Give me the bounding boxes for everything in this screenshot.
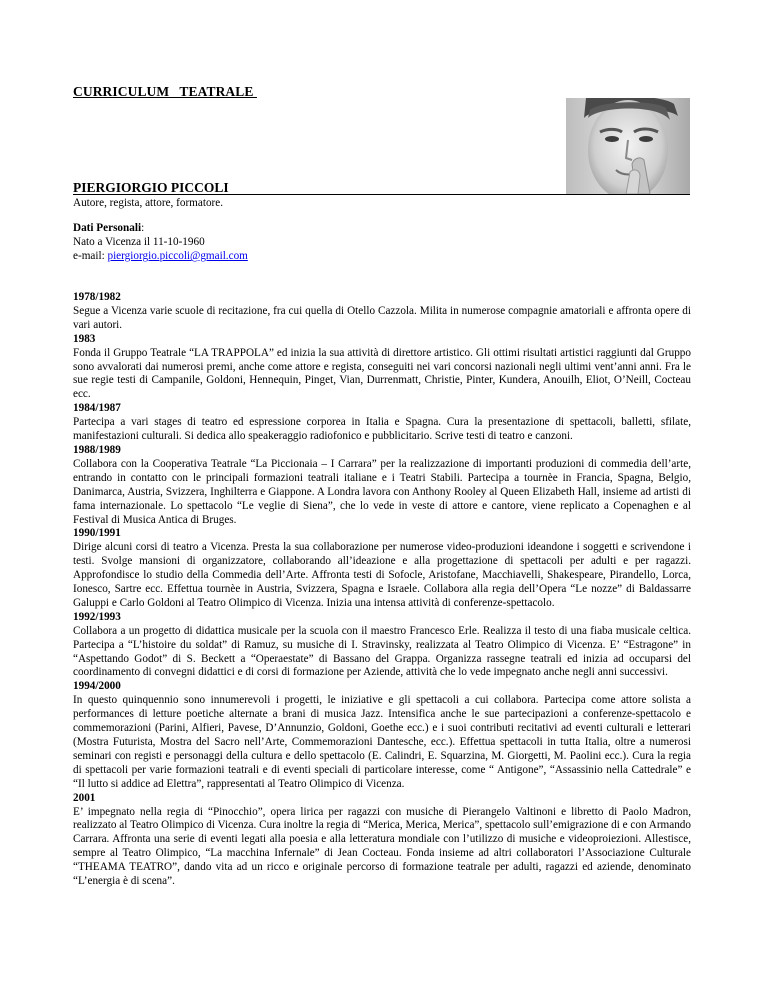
personal-data-label: Dati Personali [73,222,142,234]
period-description: Collabora con la Cooperativa Teatrale “La Piccionaia – I Carrara” per la realizzazione di importanti produzioni di commedia dell’arte, entrando in contatto con le principali formazioni teatrali italiane e i Teatri Stabili. Partecipa a tournèe in Francia, Spagna, Belgio, Danimarca, Austria, Svizzera, Inghilterra e Giappone. A Londra lavora con Anthony Rooley al Queen Elizabeth Hall, insieme ad artisti di fama internazionale. Lo spettacolo “Le veglie di Siena”, che lo vede in veste di attore e cantore, viene replicato a Copenaghen e al Festival di Musica Antica di Bruges. [73,457,691,526]
period-heading: 1978/1982 [73,291,121,303]
email-line [73,249,248,263]
period-heading: 1988/1989 [73,443,121,456]
personal-data-colon: : [141,222,145,234]
personal-data-heading [73,221,248,235]
period-description: Partecipa a vari stages di teatro ed espressione corporea in Italia e Spagna. Cura la presentazione di spettacoli, balletti, sfilate, manifestazioni culturali. Si dedica allo speakeraggio radiofonico e pubblicitario. Scrive testi di teatro e canzoni. [73,416,691,443]
period-heading: 2001 [73,791,96,804]
email-prefix: e-mail: [73,250,108,262]
period-description: Segue a Vicenza varie scuole di recitazione, fra cui quella di Otello Cazzola. Milita in numerose compagnie amatoriali e affronta opere di vari autori. [73,304,691,331]
period-description: In questo quinquennio sono innumerevoli i progetti, le iniziative e gli spettacoli a cui collabora. Partecipa come attore solista a performances di letture poetiche alternate a brani di musica Jazz. Intensifica anche le sue partecipazioni a conferenze-spettacolo e commemorazioni (Parini, Alfieri, Pavese, D’Annunzio, Goldoni, Goethe ecc.) e i suoi contributi recitativi ad eventi culturali e letterari (Mostra Futurista, Mostra del Sacro nell’Arte, Commemorazioni Dantesche, ecc.). Effettua spettacoli in tutta Italia, oltre a numerosi seminari con registi e personaggi della cultura e dello spettacolo (E. Calindri, E. Squarzina, M. Giorgetti, M. Paolini ecc.). Cura la regia di spettacoli per varie formazioni teatrali e di eventi speciali di particolare interesse, come “ Antigone”, “Assassinio nella Cattedrale” e “Il lutto si addice ad Elettra”, rappresentati al Teatro Olimpico di Vicenza. [73,694,691,790]
person-roles: Autore, regista, attore, formatore. [73,197,224,209]
document-title: CURRICULUM TEATRALE [73,84,257,99]
birth-info: Nato a Vicenza il 11-10-1960 [73,236,205,248]
name-heading-line [73,178,690,195]
period-description: Dirige alcuni corsi di teatro a Vicenza. Presta la sua collaborazione per numerose video-produzioni ideandone i soggetti e scrivendone i testi. Svolge mansioni di organizzatore, collaborando all’ideazione e alla progettazione di spettacoli per adulti e per ragazzi. Approfondisce lo studio della Commedia dell’Arte. Affronta testi di Sofocle, Aristofane, Macchiavelli, Shakespeare, Pirandello, Lorca, Ionesco, Sartre ecc. Effettua tournèe in Austria, Svizzera, Spagna e Israele. Collabora alla regia dell’Opera “Le nozze” di Baldassarre Galuppi e Carlo Goldoni al Teatro Olimpico di Vicenza. Inizia una intensa attività di conferenze-spettacolo. [73,541,691,609]
period-heading: 1994/2000 [73,680,121,693]
email-link[interactable]: piergiorgio.piccoli@gmail.com [107,250,248,262]
period-description: Fonda il Gruppo Teatrale “LA TRAPPOLA” ed inizia la sua attività di direttore artistico. Gli ottimi risultati artistici raggiunti dal Gruppo sono avvalorati dai numerosi premi, anche come attore e regista, conseguiti nei vari concorsi nazionali negli ultimi vent’anni anni. Fra le sue regie testi di Campanile, Goldoni, Hennequin, Pinget, Vian, Durrenmatt, Christie, Pinter, Kundera, Anouilh, Eliot, O’Neill, Cocteau ecc. [73,346,691,401]
period-description: Collabora a un progetto di didattica musicale per la scuola con il maestro Francesco Erle. Realizza il testo di una fiaba musicale celtica. Partecipa a “L’histoire du soldat” di Ramuz, su musiche di I. Stravinsky, realizzata al Teatro Olimpico di Vicenza. E’ “Estragone” in “Aspettando Godot” di S. Beckett a “Operaestate” di Bassano del Grappa. Organizza rassegne teatrali ed inizia ad occuparsi del coordinamento di convegni didattici e di corsi di formazione per Aziende, attività che lo vede impegnato anche negli anni successivi. [73,624,691,679]
period-description: E’ impegnato nella regia di “Pinocchio”, opera lirica per ragazzi con musiche di Pierangelo Valtinoni e libretto di Paolo Madron, realizzato al Teatro Olimpico di Vicenza. Cura inoltre la regia di “Merica, Merica, Merica”, spettacolo sull’emigrazione di e con Armando Carrara. Affronta una serie di eventi legati alla poesia e alla letteratura mondiale con l’utilizzo di musiche e videoproiezioni. Allestisce, sempre al Teatro Olimpico, “La macchina Infernale” di Jean Cocteau. Fonda insieme ad altri collaboratori l’Associazione Culturale “THEAMA TEATRO”, dando vita ad un ricco e originale percorso di formazione teatrale per adulti, ragazzi ed aziende, denominato “L’energia è di scena”. [73,805,691,888]
period-heading: 1992/1993 [73,610,121,623]
period-heading: 1984/1987 [73,402,121,415]
person-name: PIERGIORGIO PICCOLI [73,180,229,195]
period-heading: 1983 [73,332,96,345]
period-heading: 1990/1991 [73,527,121,540]
career-timeline [73,291,691,889]
personal-data-section [73,221,248,263]
